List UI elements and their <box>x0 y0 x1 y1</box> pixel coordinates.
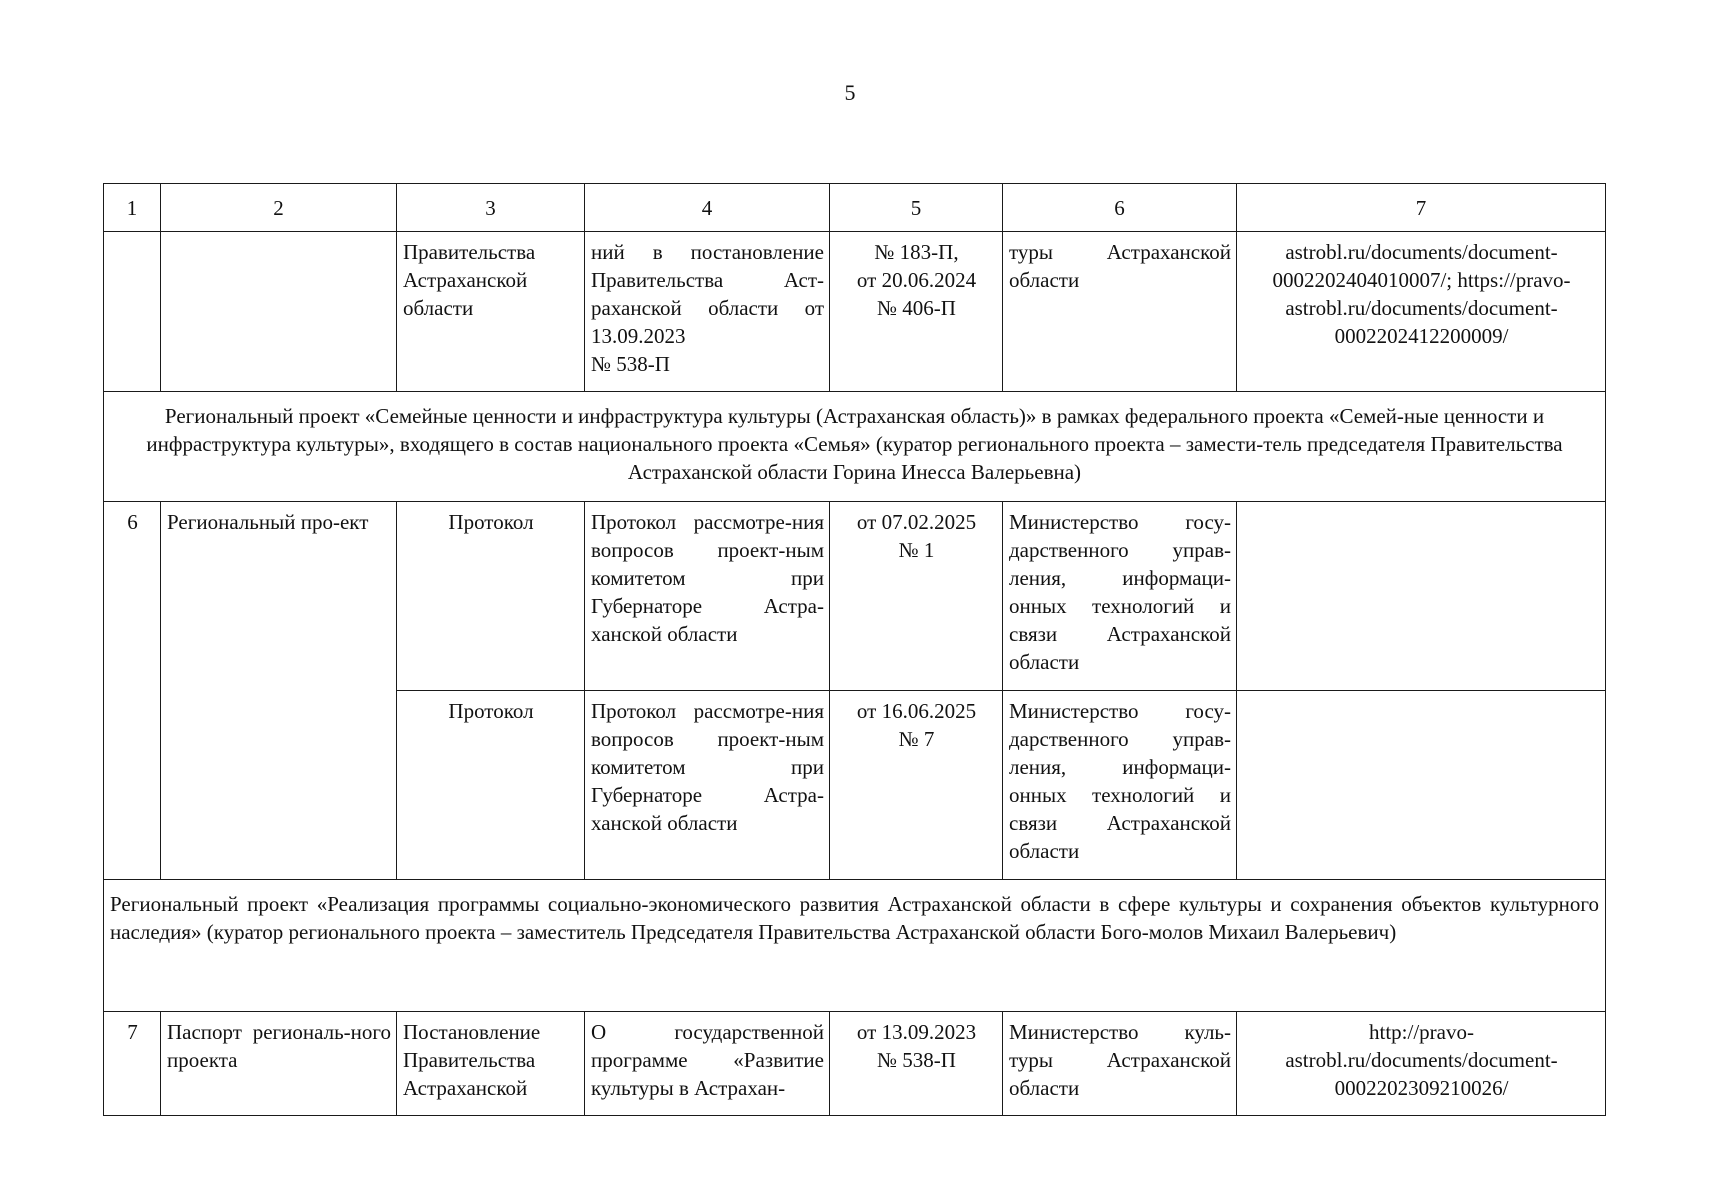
header-cell-5: 5 <box>830 184 1003 232</box>
header-cell-3: 3 <box>397 184 585 232</box>
document-link-cell <box>1237 502 1606 691</box>
section-row <box>104 880 1606 1012</box>
document-date-cell: от 16.06.2025 № 7 <box>830 691 1003 880</box>
project-type-cell: Региональный про-ект <box>161 502 397 880</box>
ministry-cell: Министерство госу-дарственного управ-ления, информаци-онных технологий и связи Астраханской области <box>1003 502 1237 691</box>
table-row <box>104 502 1606 691</box>
header-cell-6: 6 <box>1003 184 1237 232</box>
document-title-cell: Протокол рассмотре-ния вопросов проект-ным комитетом при Губернаторе Астра-ханской области <box>585 691 830 880</box>
page-number: 5 <box>844 80 856 105</box>
row-number-cell: 6 <box>104 502 161 880</box>
header-cell-1: 1 <box>104 184 161 232</box>
document-date-cell: от 07.02.2025 № 1 <box>830 502 1003 691</box>
section-row <box>104 392 1606 502</box>
document-link-cell: http://pravo-astrobl.ru/documents/document-0002202309210026/ <box>1237 1012 1606 1116</box>
document-table <box>103 183 1606 1116</box>
document-link-cell: astrobl.ru/documents/document-0002202404010007/; https://pravo-astrobl.ru/documents/document-0002202412200009/ <box>1237 232 1606 392</box>
document-link-cell <box>1237 691 1606 880</box>
section-heading: Региональный проект «Реализация программы социально-экономического развития Астраханской области в сфере культуры и сохранения объектов культурного наследия» (куратор регионального проекта – заместитель Председателя Правительства Астраханской области Бого-молов Михаил Валерьевич) <box>104 880 1606 1012</box>
document-date-cell: № 183-П, от 20.06.2024 № 406-П <box>830 232 1003 392</box>
row-number-cell <box>104 232 161 392</box>
document-type-cell: Постановление Правительства Астраханской <box>397 1012 585 1116</box>
header-row <box>104 184 1606 232</box>
document-title-cell: ний в постановление Правительства Аст-раханской области от 13.09.2023 № 538-П <box>585 232 830 392</box>
document-date-cell: от 13.09.2023 № 538-П <box>830 1012 1003 1116</box>
ministry-cell: Министерство куль-туры Астраханской области <box>1003 1012 1237 1116</box>
table-row <box>104 1012 1606 1116</box>
section-heading: Региональный проект «Семейные ценности и инфраструктура культуры (Астраханская область)» в рамках федерального проекта «Семей-ные ценности и инфраструктура культуры», входящего в состав национального проекта «Семья» (куратор регионального проекта – замести-тель председателя Правительства Астраханской области Горина Инесса Валерьевна) <box>104 392 1606 502</box>
project-type-cell: Паспорт региональ-ного проекта <box>161 1012 397 1116</box>
document-title-cell: О государственной программе «Развитие культуры в Астрахан- <box>585 1012 830 1116</box>
document-type-cell: Протокол <box>397 502 585 691</box>
document-type-cell: Правительства Астраханской области <box>397 232 585 392</box>
header-cell-2: 2 <box>161 184 397 232</box>
table-row <box>104 232 1606 392</box>
document-title-cell: Протокол рассмотре-ния вопросов проект-ным комитетом при Губернаторе Астра-ханской области <box>585 502 830 691</box>
header-cell-7: 7 <box>1237 184 1606 232</box>
project-type-cell <box>161 232 397 392</box>
ministry-cell: Министерство госу-дарственного управ-ления, информаци-онных технологий и связи Астраханской области <box>1003 691 1237 880</box>
ministry-cell: туры Астраханской области <box>1003 232 1237 392</box>
document-type-cell: Протокол <box>397 691 585 880</box>
header-cell-4: 4 <box>585 184 830 232</box>
row-number-cell: 7 <box>104 1012 161 1116</box>
